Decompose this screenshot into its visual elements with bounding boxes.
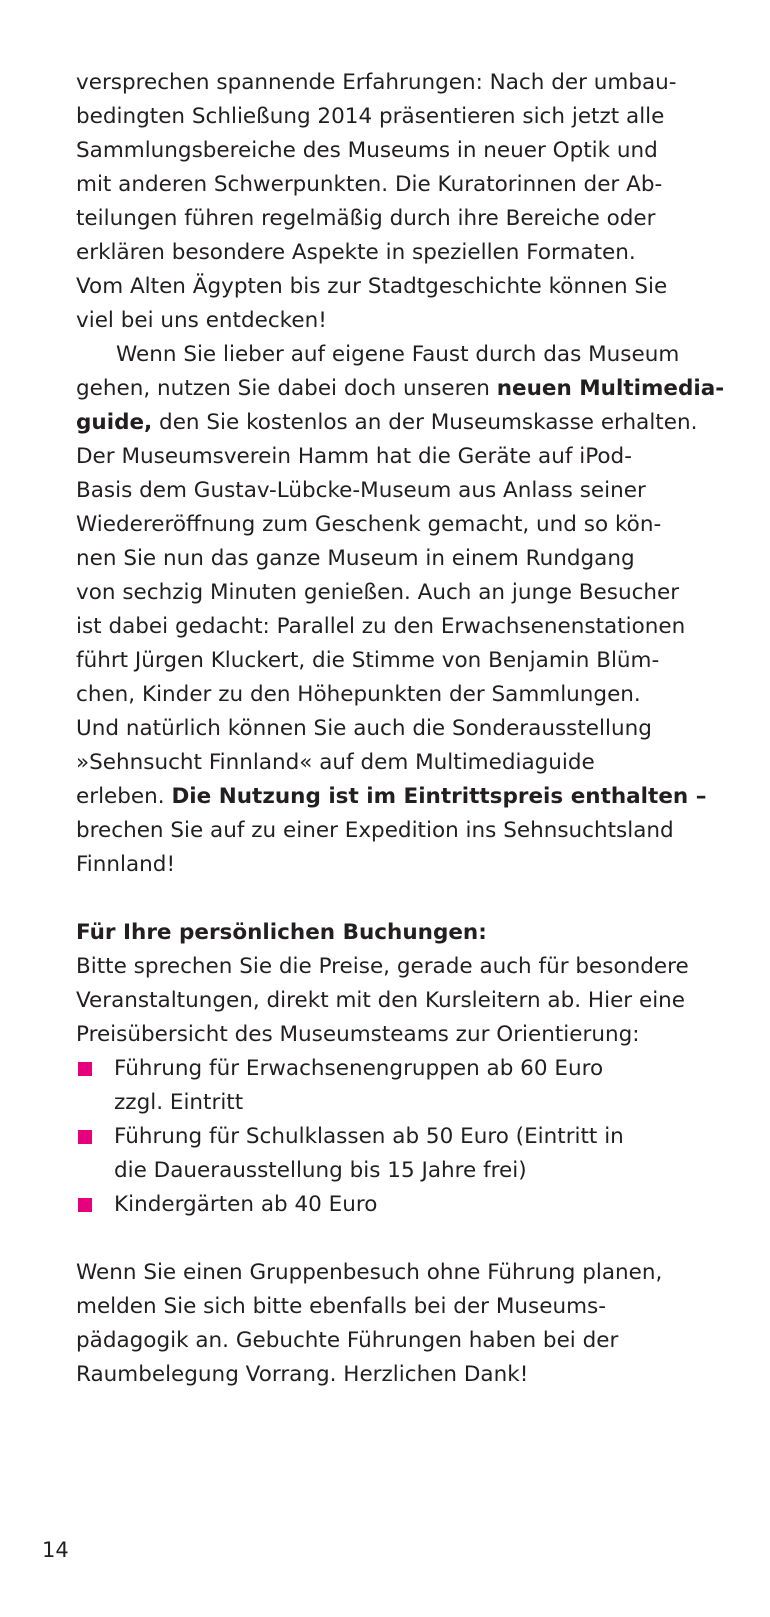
multimedia-guide-highlight: guide, — [76, 410, 153, 435]
text-line: Vom Alten Ägypten bis zur Stadtgeschichte können Sie — [76, 274, 668, 299]
list-item — [76, 1120, 716, 1154]
included-in-ticket-highlight: Die Nutzung ist im Eintrittspreis enthalten – — [171, 784, 707, 809]
text-line: von sechzig Minuten genießen. Auch an junge Besucher — [76, 580, 680, 605]
page-number: 14 — [42, 1538, 69, 1562]
list-item — [76, 1052, 716, 1086]
text-line: »Sehnsucht Finnland« auf dem Multimediaguide — [76, 750, 595, 775]
price-list — [76, 1052, 716, 1222]
list-item-text: Kindergärten ab 40 Euro — [114, 1192, 378, 1217]
text-line: chen, Kinder zu den Höhepunkten der Sammlungen. — [76, 682, 641, 707]
text-line — [76, 406, 716, 440]
text-line: Wenn Sie lieber auf eigene Faust durch das Museum — [116, 342, 680, 367]
text-line: Finnland! — [76, 852, 176, 877]
intro-paragraph — [76, 66, 716, 338]
text-line: viel bei uns entdecken! — [76, 308, 327, 333]
text-line: Raumbelegung Vorrang. Herzlichen Dank! — [76, 1362, 529, 1387]
list-item-text: zzgl. Eintritt — [114, 1090, 244, 1115]
text-line: teilungen führen regelmäßig durch ihre Bereiche oder — [76, 206, 656, 231]
spacer — [76, 882, 716, 916]
bullet-square-icon — [78, 1062, 92, 1076]
list-item-continuation — [76, 1086, 716, 1120]
list-item-text: die Dauerausstellung bis 15 Jahre frei) — [114, 1158, 527, 1183]
text-line: melden Sie sich bitte ebenfalls bei der Museums- — [76, 1294, 606, 1319]
text-line: Bitte sprechen Sie die Preise, gerade auch für besondere — [76, 954, 689, 979]
text-span: gehen, nutzen Sie dabei doch unseren — [76, 376, 497, 401]
bullet-square-icon — [78, 1198, 92, 1212]
text-line: Veranstaltungen, direkt mit den Kursleitern ab. Hier eine — [76, 988, 686, 1013]
bullet-square-icon — [78, 1130, 92, 1144]
page-content — [76, 66, 725, 1392]
text-line: Basis dem Gustav-Lübcke-Museum aus Anlass seiner — [76, 478, 646, 503]
text-line: Wenn Sie einen Gruppenbesuch ohne Führung planen, — [76, 1260, 663, 1285]
text-line: führt Jürgen Kluckert, die Stimme von Benjamin Blüm- — [76, 648, 660, 673]
multimedia-guide-highlight: neuen Multimedia- — [496, 376, 725, 401]
text-line: Preisübersicht des Museumsteams zur Orientierung: — [76, 1022, 640, 1047]
text-span: den Sie kostenlos an der Museumskasse erhalten. — [152, 410, 698, 435]
text-line: Sammlungsbereiche des Museums in neuer Optik und — [76, 138, 658, 163]
list-item-continuation — [76, 1154, 716, 1188]
multimedia-guide-paragraph — [76, 338, 725, 882]
text-line: nen Sie nun das ganze Museum in einem Rundgang — [76, 546, 635, 571]
section-heading: Für Ihre persönlichen Buchungen: — [76, 920, 487, 945]
text-line: ist dabei gedacht: Parallel zu den Erwachsenenstationen — [76, 614, 686, 639]
list-item-text: Führung für Schulklassen ab 50 Euro (Eintritt in — [114, 1124, 624, 1149]
text-line: versprechen spannende Erfahrungen: Nach der umbau- — [76, 70, 677, 95]
text-line: Und natürlich können Sie auch die Sonderausstellung — [76, 716, 652, 741]
text-line: bedingten Schließung 2014 präsentieren sich jetzt alle — [76, 104, 665, 129]
text-line — [76, 780, 716, 814]
text-span: erleben. — [76, 784, 172, 809]
text-line: Wiedereröffnung zum Geschenk gemacht, und so kön- — [76, 512, 662, 537]
text-line: pädagogik an. Gebuchte Führungen haben bei der — [76, 1328, 619, 1353]
bookings-section — [76, 916, 716, 1222]
list-item-text: Führung für Erwachsenengruppen ab 60 Euro — [114, 1056, 604, 1081]
text-line: brechen Sie auf zu einer Expedition ins Sehnsuchtsland — [76, 818, 674, 843]
text-line: erklären besondere Aspekte in speziellen Formaten. — [76, 240, 636, 265]
text-line — [76, 372, 725, 406]
spacer — [76, 1222, 716, 1256]
text-line: mit anderen Schwerpunkten. Die Kuratorinnen der Ab- — [76, 172, 663, 197]
list-item — [76, 1188, 716, 1222]
text-line: Der Museumsverein Hamm hat die Geräte auf iPod- — [76, 444, 632, 469]
closing-paragraph — [76, 1256, 716, 1392]
